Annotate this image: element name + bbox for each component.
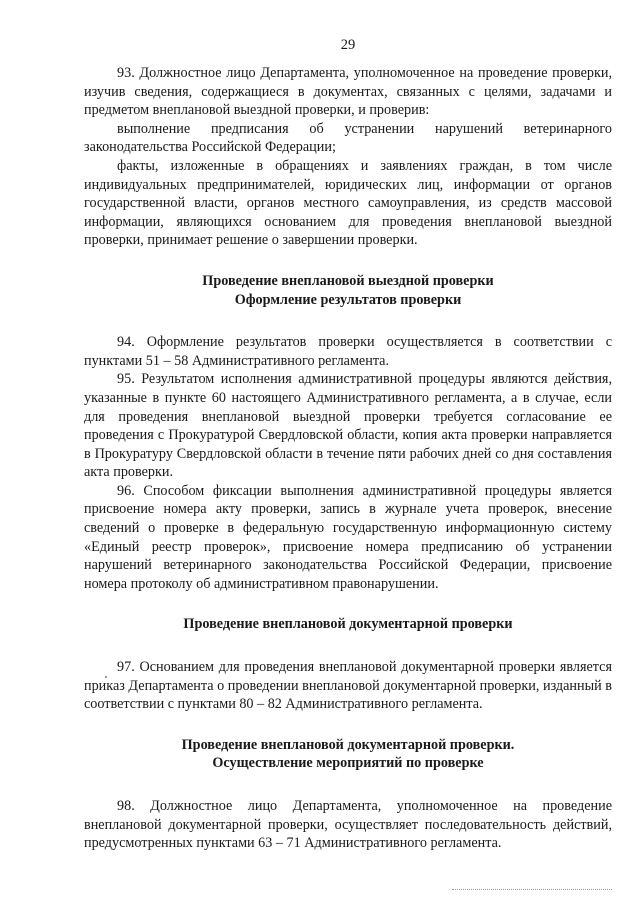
- section-heading-1-line-1: Проведение внеплановой выездной проверки: [202, 272, 494, 289]
- paragraph-96: 96. Способом фиксации выполнения административной процедуры является присвоение номера акту проверки, запись в журнале учета проверок, внесение сведений о проверке в федеральную государственную информационную систему «Единый реестр проверок», присвоение номера предписанию об устранении нарушений ветеринарного законодательства Российской Федерации, присвоение номера протоколу об административном правонарушении.: [84, 482, 612, 592]
- footer-dotted-rule: [452, 889, 612, 890]
- section-heading-1-line-2: Оформление результатов проверки: [234, 291, 462, 308]
- page-number: 29: [340, 37, 356, 53]
- document-body: [84, 64, 612, 853]
- section-heading-3-line-2: Осуществление мероприятий по проверке: [212, 755, 484, 772]
- section-heading-1: [84, 272, 612, 309]
- paragraph-93-item-2: факты, изложенные в обращениях и заявлениях граждан, в том числе индивидуальных предпринимателей, юридических лиц, информации от органов государственной власти, органов местного самоуправления, из средств массовой информации, являющихся основанием для проведения внеплановой выездной проверки, принимает решение о завершении проверки.: [84, 157, 612, 249]
- paragraph-93-item-1: выполнение предписания об устранении нарушений ветеринарного законодательства Российской Федерации;: [84, 120, 612, 156]
- scan-speck: [105, 676, 107, 678]
- section-heading-3: [84, 736, 612, 773]
- paragraph-95: 95. Результатом исполнения административной процедуры являются действия, указанные в пункте 60 настоящего Административного регламента, а в случае, если для проведения внеплановой выездной проверки требуется согласование ее проведения с Прокуратурой Свердловской области, копия акта проверки направляется в Прокуратуру Свердловской области в течение пяти рабочих дней со дня составления акта проверки.: [84, 371, 612, 481]
- paragraph-97: 97. Основанием для проведения внеплановой документарной проверки является приказ Департамента о проведении внеплановой документарной проверки, изданный в соответствии с пунктами 80 – 82 Административного регламента.: [84, 659, 612, 713]
- paragraph-98: 98. Должностное лицо Департамента, уполномоченное на проведение внеплановой документарной проверки, осуществляет последовательность действий, предусмотренных пунктами 63 – 71 Административного регламента.: [84, 798, 612, 852]
- section-heading-2-line-1: Проведение внеплановой документарной проверки: [183, 616, 513, 633]
- section-heading-2: [84, 615, 612, 634]
- paragraph-93: 93. Должностное лицо Департамента, уполномоченное на проведение проверки, изучив сведения, содержащиеся в документах, связанных с целями, задачами и предметом внеплановой выездной проверки, и проверив:: [84, 65, 612, 119]
- paragraph-94: 94. Оформление результатов проверки осуществляется в соответствии с пунктами 51 – 58 Административного регламента.: [84, 334, 612, 369]
- section-heading-3-line-1: Проведение внеплановой документарной проверки.: [181, 736, 515, 753]
